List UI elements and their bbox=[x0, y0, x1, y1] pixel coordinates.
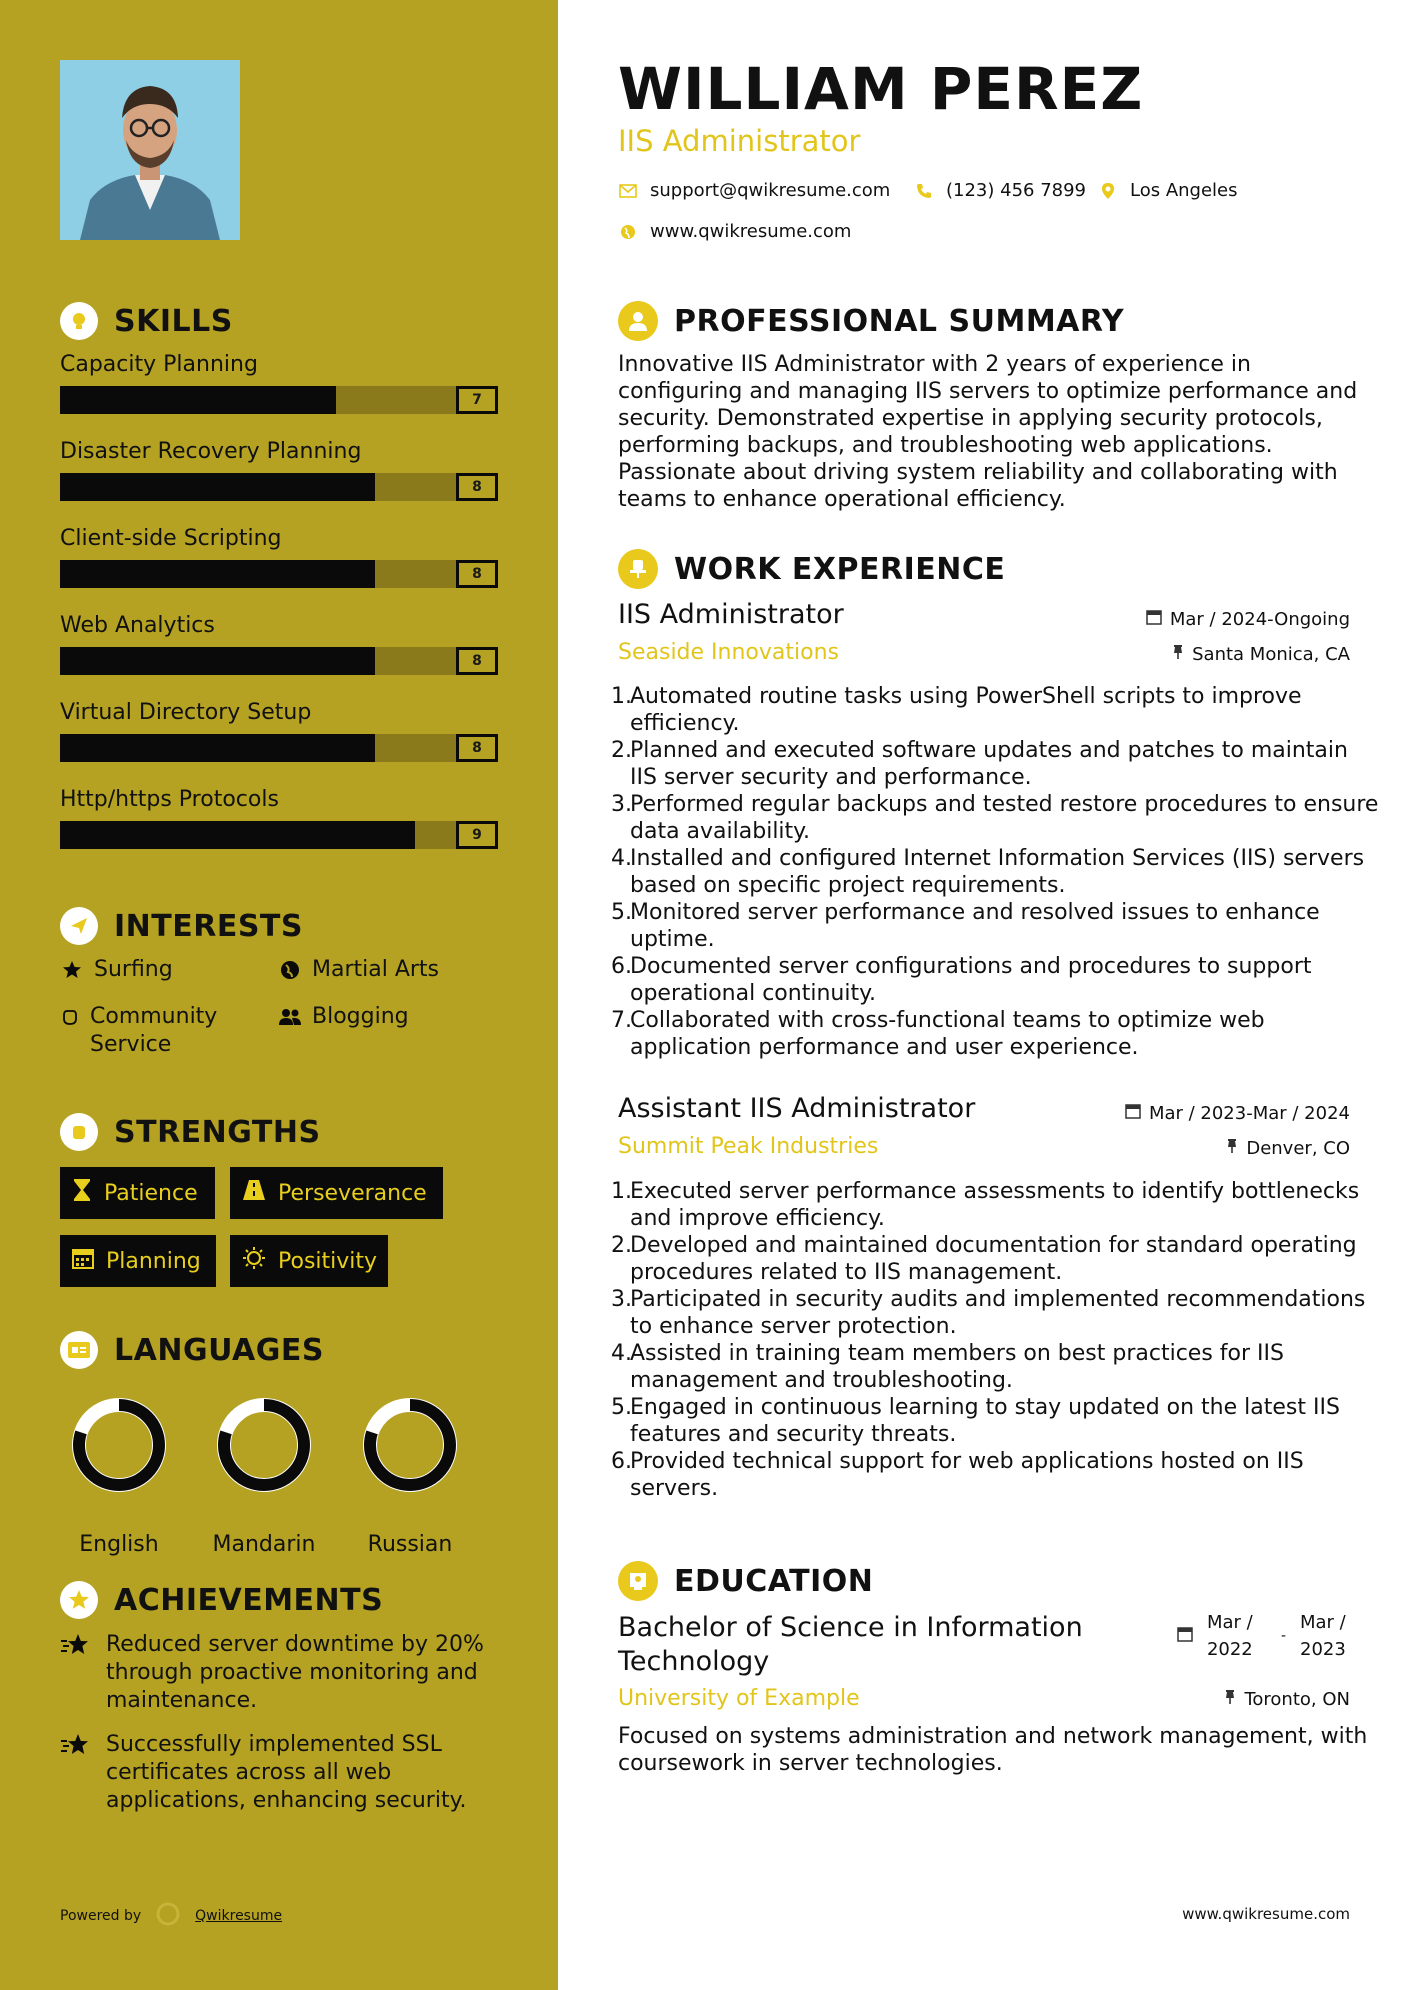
duty-number: 5. bbox=[611, 900, 632, 925]
map-pin-icon bbox=[1098, 182, 1118, 200]
duty-item bbox=[611, 899, 1381, 953]
skill-bar-fill bbox=[60, 647, 375, 675]
language-proficiency-ring bbox=[64, 1390, 174, 1500]
road-icon bbox=[242, 1179, 266, 1207]
phone-icon bbox=[914, 183, 934, 199]
skill-item bbox=[60, 613, 498, 675]
education-end: Mar / 2023 bbox=[1300, 1612, 1346, 1660]
skill-name: Client-side Scripting bbox=[60, 526, 282, 551]
skill-bar-fill bbox=[60, 734, 375, 762]
hourglass-icon bbox=[72, 1178, 92, 1208]
interest-label: Blogging bbox=[312, 1004, 409, 1029]
achievements-heading bbox=[60, 1581, 383, 1619]
duty-text: Provided technical support for web applications hosted on IIS servers. bbox=[630, 1449, 1304, 1501]
job-location bbox=[1226, 1138, 1350, 1159]
duty-number: 4. bbox=[611, 1341, 632, 1366]
duty-item bbox=[611, 1007, 1381, 1061]
duty-number: 3. bbox=[611, 792, 632, 817]
job-location bbox=[1172, 644, 1350, 665]
skill-bar-fill bbox=[60, 386, 336, 414]
skill-item bbox=[60, 439, 498, 501]
skill-name: Http/https Protocols bbox=[60, 787, 279, 812]
strengths-title: STRENGTHS bbox=[114, 1114, 321, 1150]
duty-item bbox=[611, 1394, 1381, 1448]
job-location-text: Santa Monica, CA bbox=[1192, 644, 1350, 665]
skill-level: 7 bbox=[456, 386, 498, 414]
duty-item bbox=[611, 1340, 1381, 1394]
job-company: Summit Peak Industries bbox=[618, 1134, 879, 1159]
skills-title: SKILLS bbox=[114, 303, 233, 339]
summary-title: PROFESSIONAL SUMMARY bbox=[674, 303, 1125, 339]
education-start: Mar / 2022 bbox=[1206, 1612, 1253, 1660]
duty-item bbox=[611, 1232, 1381, 1286]
calendar-icon bbox=[1146, 609, 1162, 630]
interest-label: Martial Arts bbox=[312, 957, 440, 982]
duty-text: Documented server configurations and procedures to support operational continuity. bbox=[630, 954, 1312, 1006]
sidebar bbox=[0, 0, 558, 1990]
strength-badge bbox=[230, 1167, 443, 1219]
job-date bbox=[1125, 1103, 1350, 1124]
language-card-icon bbox=[60, 1331, 98, 1369]
language-item bbox=[355, 1390, 465, 1557]
education-dates bbox=[1177, 1609, 1350, 1663]
duty-number: 4. bbox=[611, 846, 632, 871]
language-proficiency-ring bbox=[209, 1390, 319, 1500]
calendar-icon bbox=[1125, 1103, 1141, 1124]
duty-item bbox=[611, 683, 1381, 737]
skill-bar bbox=[60, 386, 498, 414]
duty-item bbox=[611, 953, 1381, 1007]
strength-label: Patience bbox=[104, 1180, 198, 1206]
paper-plane-icon bbox=[60, 907, 98, 945]
strength-label: Planning bbox=[106, 1248, 201, 1274]
skill-name: Web Analytics bbox=[60, 613, 215, 638]
job-duties-list bbox=[611, 683, 1381, 1061]
duty-text: Participated in security audits and implemented recommendations to enhance server protection. bbox=[630, 1287, 1366, 1339]
contact-email[interactable] bbox=[618, 180, 890, 201]
job-title: IIS Administrator bbox=[618, 599, 844, 630]
star-badge-icon bbox=[60, 1631, 92, 1715]
calendar-icon bbox=[1177, 1623, 1193, 1650]
skills-heading bbox=[60, 302, 233, 340]
interest-item bbox=[278, 956, 439, 984]
education-heading bbox=[618, 1561, 873, 1601]
experience-title: WORK EXPERIENCE bbox=[674, 551, 1006, 587]
skill-item bbox=[60, 787, 498, 849]
language-name: Mandarin bbox=[212, 1532, 316, 1557]
strength-label: Perseverance bbox=[278, 1180, 427, 1206]
duty-text: Executed server performance assessments to identify bottlenecks and improve efficiency. bbox=[630, 1179, 1360, 1231]
calendar-icon bbox=[72, 1247, 94, 1275]
globe-icon bbox=[278, 956, 302, 984]
skill-item bbox=[60, 526, 498, 588]
job-company: Seaside Innovations bbox=[618, 640, 839, 665]
languages-title: LANGUAGES bbox=[114, 1332, 324, 1368]
interest-label: Community Service bbox=[90, 1004, 218, 1057]
duty-number: 2. bbox=[611, 738, 632, 763]
user-icon bbox=[618, 301, 658, 341]
duty-number: 1. bbox=[611, 684, 632, 709]
duty-item bbox=[611, 1286, 1381, 1340]
date-separator: - bbox=[1280, 1627, 1286, 1644]
hand-icon bbox=[60, 1003, 80, 1031]
skill-item bbox=[60, 352, 498, 414]
language-name: English bbox=[79, 1532, 159, 1557]
skill-name: Disaster Recovery Planning bbox=[60, 439, 362, 464]
powered-by-label: Powered by bbox=[60, 1908, 142, 1924]
job-title: Assistant IIS Administrator bbox=[618, 1093, 976, 1124]
school-name: University of Example bbox=[618, 1686, 860, 1711]
powered-by bbox=[60, 1901, 282, 1931]
skill-item bbox=[60, 700, 498, 762]
interests-heading bbox=[60, 907, 303, 945]
achievement-text: Successfully implemented SSL certificates across all web applications, enhancing security. bbox=[106, 1732, 467, 1813]
strength-badge bbox=[230, 1235, 388, 1287]
duty-item bbox=[611, 1178, 1381, 1232]
candidate-title: IIS Administrator bbox=[618, 124, 861, 158]
duty-number: 3. bbox=[611, 1287, 632, 1312]
achievements-title: ACHIEVEMENTS bbox=[114, 1582, 384, 1618]
interests-title: INTERESTS bbox=[114, 908, 303, 944]
duty-text: Assisted in training team members on best practices for IIS management and troubleshooting. bbox=[630, 1341, 1284, 1393]
candidate-name: WILLIAM PEREZ bbox=[618, 55, 1144, 123]
degree-title: Bachelor of Science in Information Technology bbox=[618, 1612, 1083, 1677]
contact-phone[interactable] bbox=[914, 180, 1086, 201]
footer-website[interactable]: www.qwikresume.com bbox=[1182, 1905, 1350, 1923]
language-item bbox=[209, 1390, 319, 1557]
education-description: Focused on systems administration and network management, with coursework in server technologies. bbox=[618, 1724, 1368, 1776]
skill-bar bbox=[60, 821, 498, 849]
lightbulb-icon bbox=[60, 302, 98, 340]
duty-text: Collaborated with cross-functional teams to optimize web application performance and user experience. bbox=[630, 1008, 1265, 1060]
skill-level: 8 bbox=[456, 473, 498, 501]
envelope-icon bbox=[618, 184, 638, 198]
duty-number: 5. bbox=[611, 1395, 632, 1420]
job-duties-list bbox=[611, 1178, 1381, 1502]
phone-text: (123) 456 7899 bbox=[946, 180, 1087, 201]
graduation-icon bbox=[618, 1561, 658, 1601]
job-date-text: Mar / 2024-Ongoing bbox=[1169, 609, 1350, 630]
pushpin-icon bbox=[1224, 1689, 1236, 1710]
skill-bar bbox=[60, 473, 498, 501]
email-text: support@qwikresume.com bbox=[650, 180, 891, 201]
sun-icon bbox=[242, 1246, 266, 1276]
job-date-text: Mar / 2023-Mar / 2024 bbox=[1148, 1103, 1350, 1124]
skill-level: 8 bbox=[456, 560, 498, 588]
summary-heading bbox=[618, 301, 1124, 341]
interest-label: Surfing bbox=[94, 957, 173, 982]
pushpin-icon bbox=[1172, 644, 1184, 665]
duty-number: 2. bbox=[611, 1233, 632, 1258]
skill-bar-fill bbox=[60, 560, 375, 588]
experience-heading bbox=[618, 549, 1005, 589]
duty-number: 7. bbox=[611, 1008, 632, 1033]
fist-icon bbox=[60, 1113, 98, 1151]
contact-location bbox=[1098, 180, 1238, 201]
qwikresume-link[interactable]: Qwikresume bbox=[195, 1908, 283, 1924]
star-icon bbox=[60, 956, 84, 984]
job-location-text: Denver, CO bbox=[1246, 1138, 1350, 1159]
languages-heading bbox=[60, 1331, 324, 1369]
education-location-text: Toronto, ON bbox=[1244, 1689, 1350, 1710]
trophy-star-icon bbox=[60, 1581, 98, 1619]
strengths-heading bbox=[60, 1113, 321, 1151]
duty-text: Planned and executed software updates and patches to maintain IIS server security and performance. bbox=[630, 738, 1348, 790]
users-icon bbox=[278, 1003, 302, 1031]
interest-item bbox=[60, 1003, 260, 1059]
skill-bar bbox=[60, 647, 498, 675]
duty-text: Performed regular backups and tested restore procedures to ensure data availability. bbox=[630, 792, 1379, 844]
skill-level: 8 bbox=[456, 734, 498, 762]
duty-number: 6. bbox=[611, 954, 632, 979]
skill-name: Capacity Planning bbox=[60, 352, 258, 377]
job-date bbox=[1146, 609, 1350, 630]
duty-number: 6. bbox=[611, 1449, 632, 1474]
strength-badge bbox=[60, 1167, 215, 1219]
duty-item bbox=[611, 737, 1381, 791]
main-content bbox=[558, 0, 1407, 1990]
strength-label: Positivity bbox=[278, 1248, 378, 1274]
duty-text: Installed and configured Internet Information Services (IIS) servers based on specific project requirements. bbox=[630, 846, 1365, 898]
duty-item bbox=[611, 845, 1381, 899]
location-text: Los Angeles bbox=[1130, 180, 1238, 201]
education-title: EDUCATION bbox=[674, 1563, 874, 1599]
qwikresume-logo-icon bbox=[155, 1901, 181, 1931]
summary-text: Innovative IIS Administrator with 2 years of experience in configuring and managing IIS servers to optimize performance and security. Demonstrated expertise in applying security protocols, performing backups, and troubleshooting web applications. Passionate about driving system reliability and collaborating with teams to enhance operational efficiency. bbox=[618, 352, 1358, 512]
interest-item bbox=[60, 956, 173, 984]
achievement-text: Reduced server downtime by 20% through proactive monitoring and maintenance. bbox=[106, 1632, 484, 1713]
duty-number: 1. bbox=[611, 1179, 632, 1204]
star-badge-icon bbox=[60, 1731, 92, 1815]
office-chair-icon bbox=[618, 549, 658, 589]
pushpin-icon bbox=[1226, 1138, 1238, 1159]
duty-text: Engaged in continuous learning to stay updated on the latest IIS features and security threats. bbox=[630, 1395, 1340, 1447]
website-text: www.qwikresume.com bbox=[650, 221, 852, 242]
strength-badge bbox=[60, 1235, 216, 1287]
achievement-item bbox=[60, 1731, 500, 1815]
language-proficiency-ring bbox=[355, 1390, 465, 1500]
duty-text: Monitored server performance and resolved issues to enhance uptime. bbox=[630, 900, 1320, 952]
skill-name: Virtual Directory Setup bbox=[60, 700, 312, 725]
duty-text: Automated routine tasks using PowerShell scripts to improve efficiency. bbox=[630, 684, 1302, 736]
skill-bar-fill bbox=[60, 473, 375, 501]
achievement-item bbox=[60, 1631, 500, 1715]
education-location bbox=[1224, 1689, 1350, 1710]
interest-item bbox=[278, 1003, 409, 1031]
language-item bbox=[64, 1390, 174, 1557]
skill-level: 8 bbox=[456, 647, 498, 675]
contact-website[interactable] bbox=[618, 221, 851, 242]
duty-text: Developed and maintained documentation for standard operating procedures related to IIS management. bbox=[630, 1233, 1357, 1285]
skill-level: 9 bbox=[456, 821, 498, 849]
language-name: Russian bbox=[367, 1532, 453, 1557]
profile-photo bbox=[60, 60, 240, 240]
skill-bar-fill bbox=[60, 821, 415, 849]
duty-item bbox=[611, 1448, 1381, 1502]
duty-item bbox=[611, 791, 1381, 845]
globe-icon bbox=[618, 224, 638, 240]
skill-bar bbox=[60, 734, 498, 762]
skill-bar bbox=[60, 560, 498, 588]
